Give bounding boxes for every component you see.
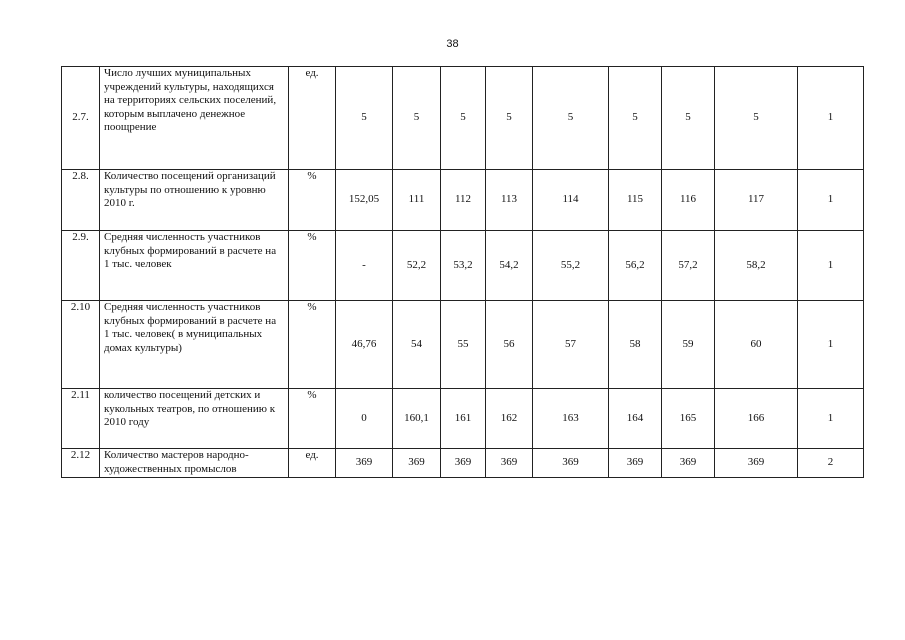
row-number: 2.11 <box>62 389 100 449</box>
value-cell: 5 <box>715 67 798 170</box>
value-cell: 1 <box>798 67 864 170</box>
value-cell: - <box>336 231 393 301</box>
value-cell: 160,1 <box>393 389 441 449</box>
indicator-name: Число лучших муниципальных учреждений культуры, находящихся на территориях сельских поселений, которым выплачено денежное поощрение <box>100 67 289 170</box>
value-cell: 56 <box>486 301 533 389</box>
value-cell: 46,76 <box>336 301 393 389</box>
value-cell: 57,2 <box>662 231 715 301</box>
value-cell: 1 <box>798 301 864 389</box>
value-cell: 0 <box>336 389 393 449</box>
unit-cell: % <box>289 170 336 231</box>
value-cell: 113 <box>486 170 533 231</box>
value-cell: 58,2 <box>715 231 798 301</box>
value-cell: 161 <box>441 389 486 449</box>
value-cell: 369 <box>393 449 441 478</box>
value-cell: 5 <box>486 67 533 170</box>
indicator-name: Количество мастеров народно-художественных промыслов <box>100 449 289 478</box>
indicator-name: Средняя численность участников клубных формирований в расчете на 1 тыс. человек( в муниципальных домах культуры) <box>100 301 289 389</box>
value-cell: 5 <box>393 67 441 170</box>
value-cell: 116 <box>662 170 715 231</box>
value-cell: 114 <box>533 170 609 231</box>
unit-cell: % <box>289 231 336 301</box>
table-row <box>62 67 864 170</box>
value-cell: 59 <box>662 301 715 389</box>
value-cell: 166 <box>715 389 798 449</box>
value-cell: 55,2 <box>533 231 609 301</box>
table-row <box>62 301 864 389</box>
row-number: 2.12 <box>62 449 100 478</box>
value-cell: 52,2 <box>393 231 441 301</box>
unit-cell: ед. <box>289 449 336 478</box>
value-cell: 54 <box>393 301 441 389</box>
unit-cell: % <box>289 389 336 449</box>
value-cell: 5 <box>336 67 393 170</box>
value-cell: 164 <box>609 389 662 449</box>
value-cell: 369 <box>609 449 662 478</box>
value-cell: 369 <box>441 449 486 478</box>
value-cell: 58 <box>609 301 662 389</box>
table-row <box>62 389 864 449</box>
value-cell: 162 <box>486 389 533 449</box>
row-number: 2.10 <box>62 301 100 389</box>
value-cell: 1 <box>798 231 864 301</box>
row-number: 2.7. <box>62 67 100 170</box>
value-cell: 369 <box>662 449 715 478</box>
value-cell: 115 <box>609 170 662 231</box>
table-row <box>62 449 864 478</box>
unit-cell: % <box>289 301 336 389</box>
value-cell: 5 <box>533 67 609 170</box>
indicator-name: Количество посещений организаций культуры по отношению к уровню 2010 г. <box>100 170 289 231</box>
value-cell: 112 <box>441 170 486 231</box>
value-cell: 56,2 <box>609 231 662 301</box>
value-cell: 165 <box>662 389 715 449</box>
value-cell: 53,2 <box>441 231 486 301</box>
indicator-name: количество посещений детских и кукольных театров, по отношению к 2010 году <box>100 389 289 449</box>
value-cell: 54,2 <box>486 231 533 301</box>
unit-cell: ед. <box>289 67 336 170</box>
value-cell: 111 <box>393 170 441 231</box>
value-cell: 152,05 <box>336 170 393 231</box>
indicator-name: Средняя численность участников клубных формирований в расчете на 1 тыс. человек <box>100 231 289 301</box>
value-cell: 5 <box>441 67 486 170</box>
value-cell: 5 <box>609 67 662 170</box>
value-cell: 369 <box>336 449 393 478</box>
value-cell: 163 <box>533 389 609 449</box>
value-cell: 1 <box>798 389 864 449</box>
value-cell: 369 <box>486 449 533 478</box>
value-cell: 5 <box>662 67 715 170</box>
value-cell: 55 <box>441 301 486 389</box>
value-cell: 117 <box>715 170 798 231</box>
value-cell: 1 <box>798 170 864 231</box>
table-row <box>62 170 864 231</box>
row-number: 2.9. <box>62 231 100 301</box>
value-cell: 57 <box>533 301 609 389</box>
value-cell: 2 <box>798 449 864 478</box>
row-number: 2.8. <box>62 170 100 231</box>
value-cell: 369 <box>715 449 798 478</box>
page-number: 38 <box>446 38 459 50</box>
value-cell: 369 <box>533 449 609 478</box>
table-row <box>62 231 864 301</box>
value-cell: 60 <box>715 301 798 389</box>
indicator-table <box>61 66 864 478</box>
